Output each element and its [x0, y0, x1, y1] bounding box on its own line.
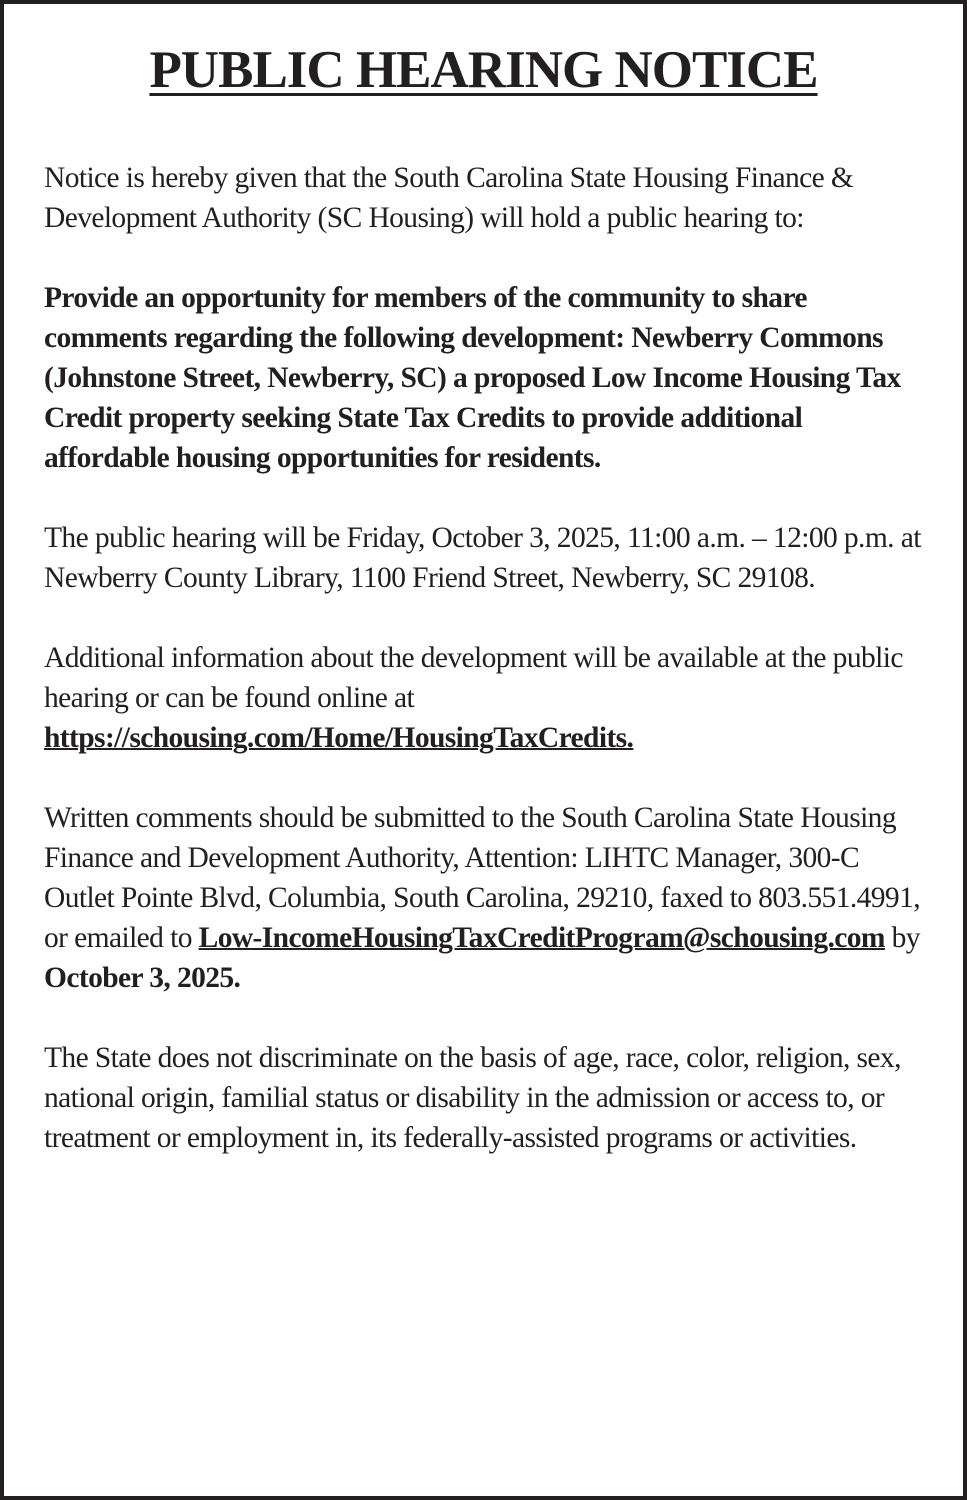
comments-by: by — [884, 922, 920, 954]
title-text: PUBLIC HEARING NOTICE — [149, 41, 818, 99]
info-text: Additional information about the development will be available at the public hearing or can be found online at — [44, 642, 903, 714]
comments-deadline: October 3, 2025. — [44, 962, 241, 994]
notice-body — [44, 158, 923, 1198]
lihtc-email-link[interactable]: Low-IncomeHousingTaxCreditProgram@schousing.com — [198, 922, 885, 954]
notice-title — [4, 40, 963, 100]
info-paragraph — [44, 638, 923, 758]
comments-paragraph — [44, 798, 923, 998]
purpose-paragraph: Provide an opportunity for members of the community to share comments regarding the following development: Newberry Commons (Johnstone Street, Newberry, SC) a proposed Low Income Housing Tax Credit property seeking State Tax Credits to provide additional affordable housing opportunities for residents. — [44, 282, 901, 474]
schedule-paragraph: The public hearing will be Friday, October 3, 2025, 11:00 a.m. – 12:00 p.m. at Newberry County Library, 1100 Friend Street, Newberry, SC 29108. — [44, 522, 921, 594]
housing-tax-credits-link[interactable]: https://schousing.com/Home/HousingTaxCredits. — [44, 722, 634, 754]
comments-text: Written comments should be submitted to the South Carolina State Housing Finance and Development Authority, Attention: LIHTC Manager, 300-C Outlet Pointe Blvd, Columbia, South Carolina, 29210, faxed to 803.551.4991, or emailed to — [44, 802, 920, 954]
nondiscrimination-paragraph: The State does not discriminate on the basis of age, race, color, religion, sex, national origin, familial status or disability in the admission or access to, or treatment or employment in, its federally-assisted programs or activities. — [44, 1042, 901, 1154]
intro-paragraph: Notice is hereby given that the South Carolina State Housing Finance & Development Authority (SC Housing) will hold a public hearing to: — [44, 162, 854, 234]
